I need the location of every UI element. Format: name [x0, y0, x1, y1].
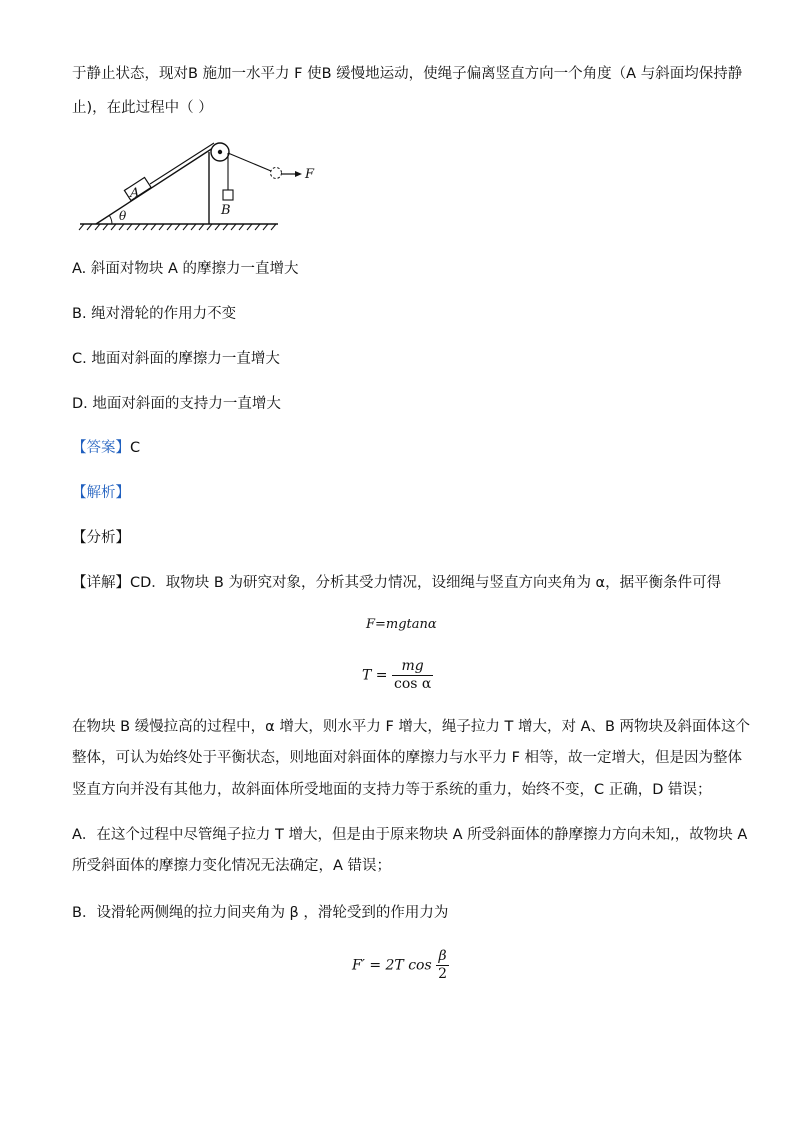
formula-t-lhs: T =: [362, 667, 388, 684]
para3-line: B．设滑轮两侧绳的拉力间夹角为 β ，滑轮受到的作用力为: [72, 905, 449, 921]
incline-pulley-figure: [78, 140, 338, 232]
force-label: F: [305, 167, 315, 182]
block-b-label: B: [221, 203, 231, 218]
para1-line-2: 整体，可认为始终处于平衡状态，则地面对斜面体的摩擦力与水平力 F 相等，故一定增大，但是因为整体: [72, 750, 743, 766]
option-c: C. 地面对斜面的摩擦力一直增大: [72, 351, 280, 367]
para2-line-2: 所受斜面体的摩擦力变化情况无法确定，A 错误；: [72, 858, 392, 874]
detail-label: 【详解】: [72, 575, 130, 591]
option-b: B. 绳对滑轮的作用力不变: [72, 306, 237, 322]
option-a: A. 斜面对物块 A 的摩擦力一直增大: [72, 261, 299, 277]
question-line-2: 止)，在此过程中（ ）: [72, 100, 213, 116]
formula-f-prime-denominator: 2: [438, 966, 448, 982]
answer-line: [72, 438, 140, 458]
fenxi-label: 【分析】: [72, 530, 130, 546]
displaced-position: [271, 168, 282, 179]
incline-surface: [96, 146, 216, 224]
formula-f-prime: [352, 948, 449, 983]
detail-intro-line: [72, 573, 721, 593]
formula-f-tan: F=mgtanα: [366, 617, 437, 632]
formula-f-prime-fraction: [436, 948, 449, 983]
option-d: D. 地面对斜面的支持力一直增大: [72, 396, 281, 412]
formula-t-denominator: cos α: [393, 676, 432, 692]
analysis-label: 【解析】: [72, 485, 130, 501]
formula-t: [362, 658, 433, 693]
formula-f-prime-numerator: β: [436, 948, 449, 966]
block-b: [223, 190, 233, 200]
rope-displaced: [228, 153, 271, 171]
force-arrowhead: [295, 171, 302, 177]
formula-t-numerator: mg: [392, 658, 433, 676]
para1-line-1: 在物块 B 缓慢拉高的过程中，α 增大，则水平力 F 增大，绳子拉力 T 增大，对 A、B 两物块及斜面体这个: [72, 719, 751, 735]
theta-label: θ: [119, 209, 127, 223]
answer-label: 【答案】: [72, 440, 130, 456]
theta-arc: [109, 215, 112, 224]
formula-t-fraction: [392, 658, 433, 693]
para1-line-3: 竖直方向并没有其他力，故斜面体所受地面的支持力等于系统的重力，始终不变，C 正确，D 错误；: [72, 782, 712, 798]
ground-hatching: [79, 224, 276, 230]
answer-value: C: [130, 440, 141, 456]
block-a-label: A: [130, 186, 140, 201]
detail-intro: CD．取物块 B 为研究对象，分析其受力情况，设细绳与竖直方向夹角为 α，据平衡条件可得: [130, 575, 722, 591]
para2-line-1: A．在这个过程中尽管绳子拉力 T 增大，但是由于原来物块 A 所受斜面体的静摩擦力方向未知,，故物块 A: [72, 827, 748, 843]
formula-f-prime-lhs: F′ = 2T cos: [352, 957, 432, 974]
question-line-1: 于静止状态，现对B 施加一水平力 F 使B 缓慢地运动，使绳子偏离竖直方向一个角度（A 与斜面均保持静: [72, 66, 743, 82]
pulley-axle: [218, 150, 222, 154]
rope-a-to-pulley: [150, 143, 214, 184]
